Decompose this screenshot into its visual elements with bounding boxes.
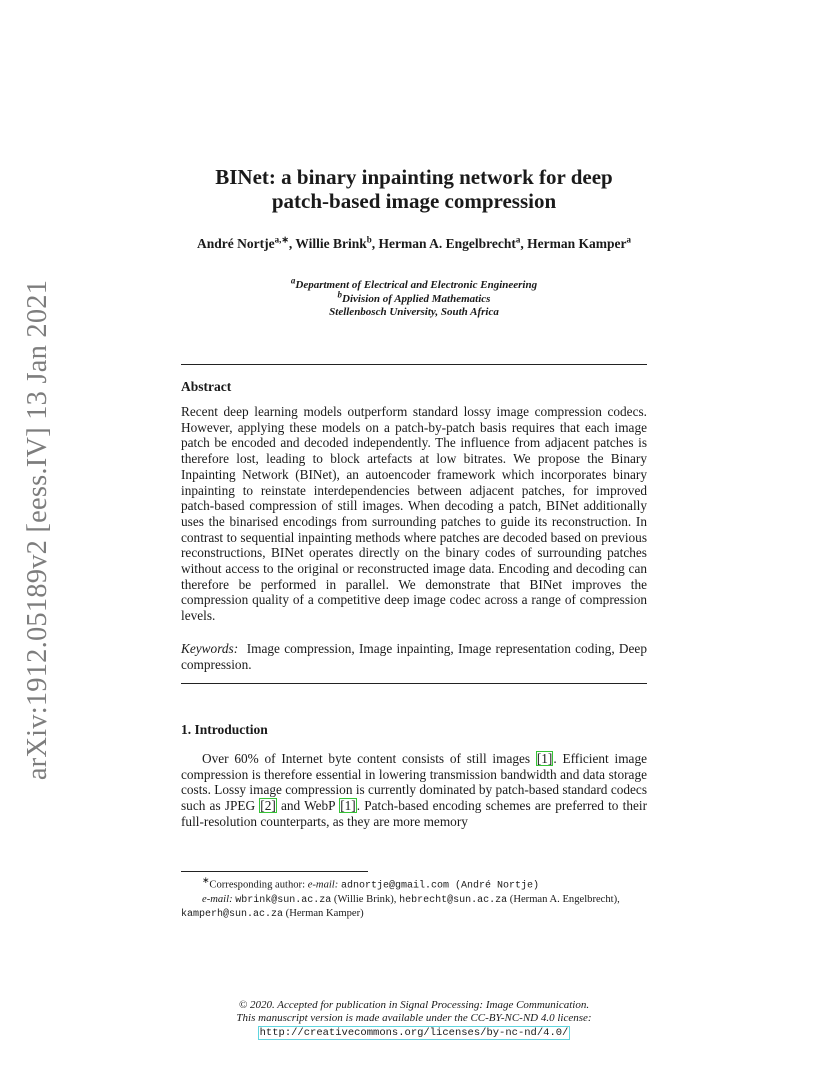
abstract-text: Recent deep learning models outperform standard lossy image compression codecs. However, applying these models on a patch-by-patch basis requires that each image patch be encoded and decoded independently. The influence from adjacent patches is therefore lost, leading to block artefacts at low bitrates. We propose the Binary Inpainting Network (BINet), an autoencoder framework which incorporates binary inpainting to reinstate interdependencies between adjacent patches, for improved patch-based compression of still images. When decoding a patch, BINet additionally uses the binarised encodings from surrounding patches to guide its reconstruction. In contrast to sequential inpainting methods where patches are decoded based on previous reconstructions, BINet operates directly on the binary codes of surrounding patches without access to the original or reconstructed image data. Encoding and decoding can therefore be performed in parallel. We demonstrate that BINet improves the compression quality of a competitive deep image codec across a range of compression levels.: [181, 404, 647, 624]
keywords-text: Image compression, Image inpainting, Image representation coding, Deep compression.: [181, 641, 647, 672]
footnote-name: (Herman A. Engelbrecht),: [507, 893, 620, 905]
author-affiliation-mark: a,∗: [274, 234, 289, 245]
affiliation-line: [170, 306, 658, 320]
affiliations: [170, 275, 658, 320]
footnote-mark: ∗: [202, 875, 210, 885]
author-name: Herman Kamper: [527, 236, 627, 251]
intro-text: Over 60% of Internet byte content consists of still images: [202, 751, 536, 766]
citation-link[interactable]: [1]: [340, 798, 356, 814]
title-line-1: BINet: a binary inpainting network for deep: [215, 165, 613, 189]
affiliation-line: [170, 288, 658, 307]
affiliation-mark: a: [290, 275, 296, 286]
intro-text: . Efficient image compression is therefore essential in lowering transmission bandwidth and data storage costs. Lossy image compression is currently dominated by patch-based standard codecs such as JPEG: [181, 751, 647, 814]
keywords: [181, 641, 647, 672]
footnote-line-2: [181, 893, 647, 922]
introduction-paragraph: [181, 751, 647, 830]
affiliation-line: [170, 275, 658, 293]
footnote-email: hebrecht@sun.ac.za: [399, 894, 508, 906]
footnote-name: (Willie Brink),: [331, 893, 400, 905]
author-name: Willie Brink: [295, 236, 367, 251]
author-affiliation-mark: b: [366, 234, 372, 245]
keywords-label: Keywords:: [181, 641, 239, 656]
license-line-2: This manuscript version is made available under the CC-BY-NC-ND 4.0 license:: [236, 1012, 592, 1025]
paper-title: [160, 165, 668, 213]
affiliation-text: Stellenbosch University, South Africa: [329, 306, 499, 318]
abstract-bottom-rule: [181, 683, 647, 684]
author-affiliation-mark: a: [515, 234, 521, 245]
footnote-email-label: e-mail:: [307, 879, 339, 891]
intro-text: . Patch-based encoding schemes are preferred to their full-resolution counterparts, as they are more memory: [181, 798, 648, 829]
footnote-rule: [181, 871, 368, 872]
title-line-2: patch-based image compression: [271, 189, 557, 213]
footnote-label: Corresponding author:: [209, 879, 308, 891]
author-separator: ,: [520, 236, 528, 251]
footnote-name: (Herman Kamper): [283, 908, 364, 920]
license-line-1: © 2020. Accepted for publication in Signal Processing: Image Communication.: [238, 999, 590, 1011]
author-separator: ,: [288, 236, 296, 251]
section-heading-introduction: 1. Introduction: [181, 722, 268, 737]
affiliation-text: Department of Electrical and Electronic Engineering: [295, 279, 538, 291]
author-list: [170, 235, 658, 253]
footnote-line-1: [181, 874, 647, 893]
author-name: Herman A. Engelbrecht: [378, 236, 516, 251]
abstract-top-rule: [181, 364, 647, 365]
footnote-email-label: e-mail:: [202, 893, 233, 905]
footnote-email: kamperh@sun.ac.za: [181, 909, 284, 921]
footnote: [181, 874, 647, 921]
author-separator: ,: [371, 236, 379, 251]
affiliation-mark: b: [337, 288, 343, 299]
license-notice: [170, 999, 658, 1040]
arxiv-id: arXiv:1912.05189v2 [eess.IV] 13 Jan 2021: [22, 279, 53, 781]
intro-text: and WebP: [276, 798, 340, 814]
license-url-line: [170, 1026, 658, 1040]
license-url-link[interactable]: http://creativecommons.org/licenses/by-nc-nd/4.0/: [259, 1026, 569, 1039]
author-name: André Nortje: [196, 236, 275, 251]
author-affiliation-mark: a: [626, 234, 632, 245]
footnote-corresponding-email: adnortje@gmail.com (André Nortje): [340, 880, 539, 892]
abstract-heading: Abstract: [181, 379, 232, 394]
affiliation-text: Division of Applied Mathematics: [342, 292, 491, 305]
footnote-email: wbrink@sun.ac.za: [235, 894, 332, 906]
citation-link[interactable]: [2]: [260, 798, 276, 814]
citation-link[interactable]: [1]: [536, 751, 553, 766]
